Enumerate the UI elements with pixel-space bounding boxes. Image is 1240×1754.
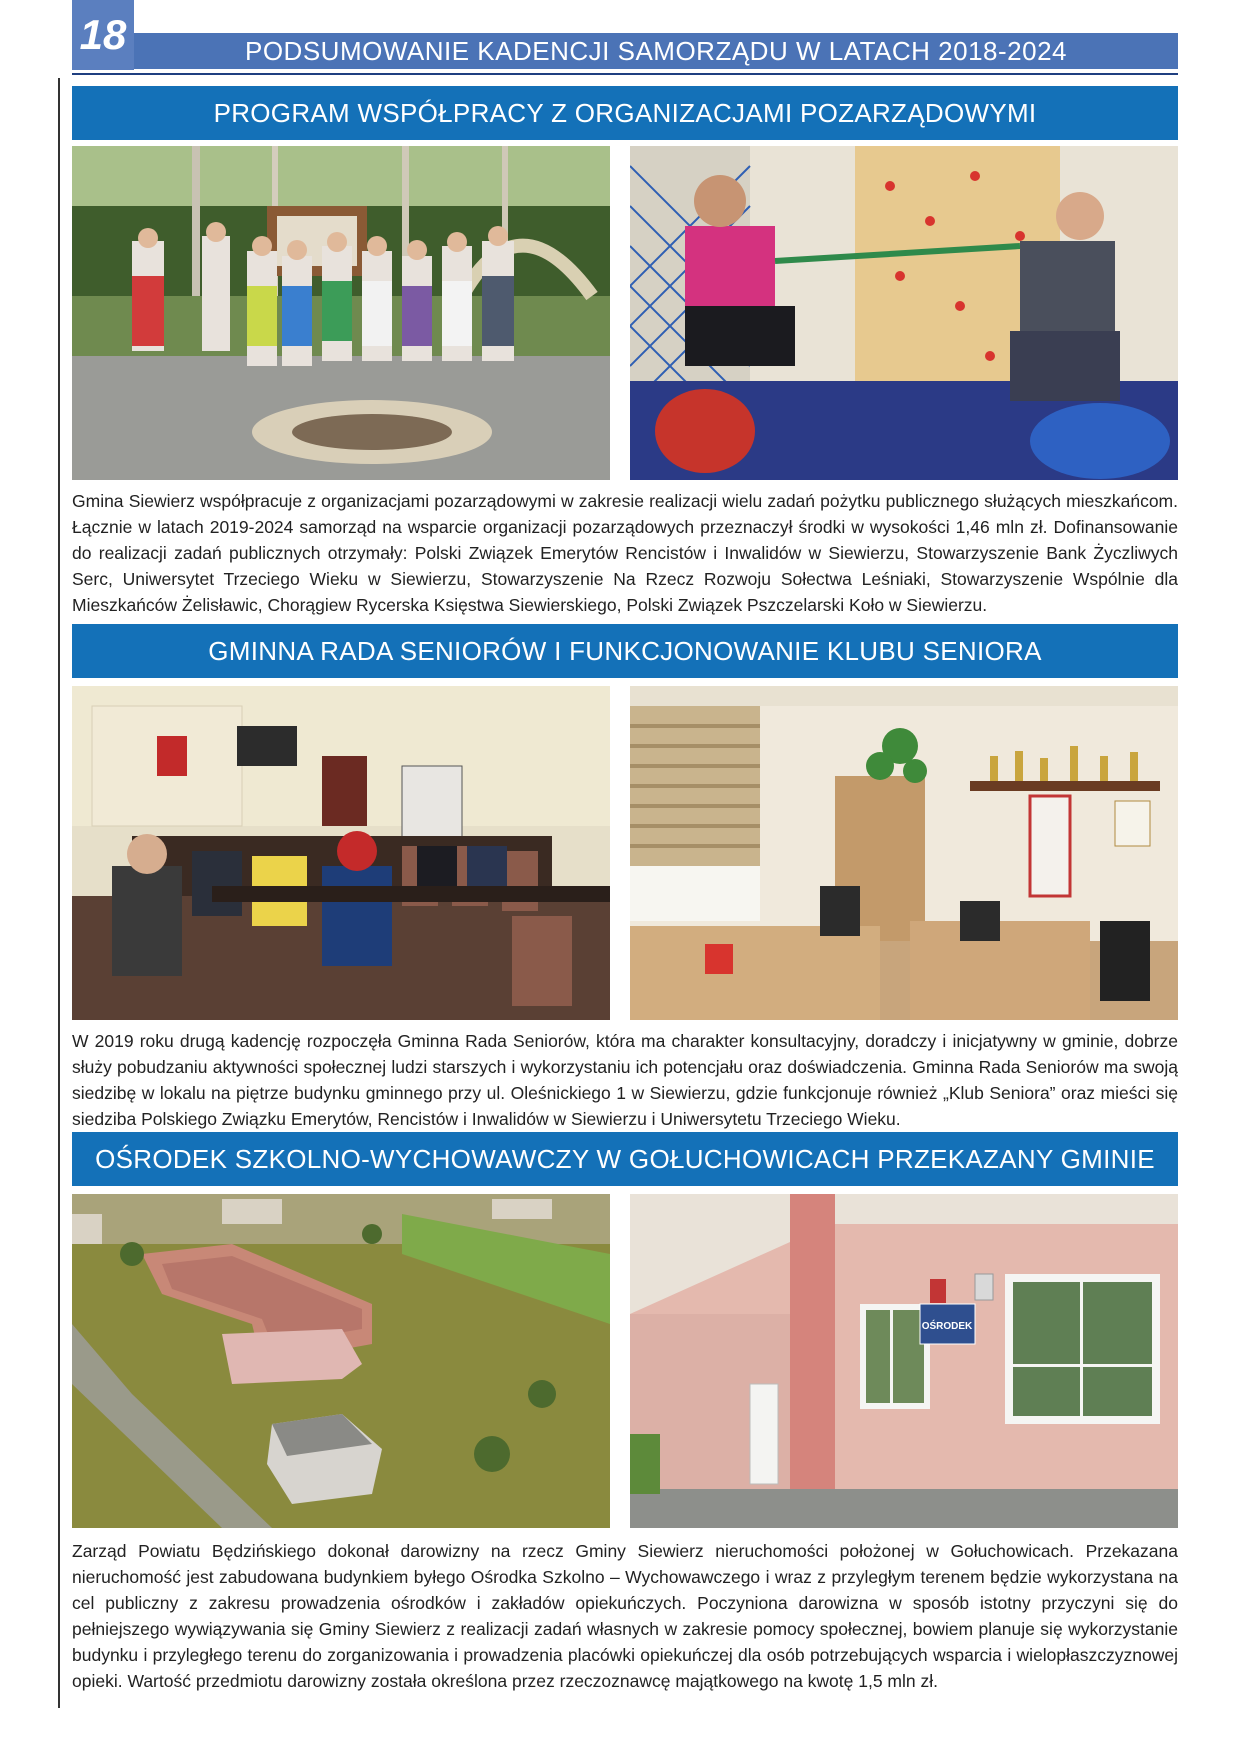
- section-heading-senior-council: GMINNA RADA SENIORÓW I FUNKCJONOWANIE KLUBU SENIORA: [72, 624, 1178, 678]
- photo-seniors-outdoor-bonfire: [72, 146, 610, 480]
- photo-senior-club-room: [630, 686, 1178, 1020]
- photo-senior-exercise-room: [630, 146, 1178, 480]
- page-number: 18: [72, 0, 134, 70]
- section-heading-ngo: PROGRAM WSPÓŁPRACY Z ORGANIZACJAMI POZARZĄDOWYMI: [72, 86, 1178, 140]
- photo-aerial-school-building: [72, 1194, 610, 1528]
- section-body-ngo: Gmina Siewierz współpracuje z organizacjami pozarządowymi w zakresie realizacji wielu zadań pożytku publicznego służących mieszkańcom. Łącznie w latach 2019-2024 samorząd na wsparcie organizacji pozarządowych przeznaczył środki w wysokości 1,46 mln zł. Dofinansowanie do realizacji zadań publicznych otrzymały: Polski Związek Emerytów Rencistów i Inwalidów w Siewierzu, Stowarzyszenie Bank Życzliwych Serc, Uniwersytet Trzeciego Wieku w Siewierzu, Stowarzyszenie Na Rzecz Rozwoju Sołectwa Leśniaki, Stowarzyszenie Wspólnie dla Mieszkańców Żelisławic, Chorągiew Rycerska Księstwa Siewierskiego, Polski Związek Pszczelarski Koło w Siewierzu.: [72, 491, 1178, 615]
- header-divider: [72, 73, 1178, 75]
- page-header-title: PODSUMOWANIE KADENCJI SAMORZĄDU W LATACH 2018-2024: [134, 33, 1178, 69]
- section-heading-school-center: OŚRODEK SZKOLNO-WYCHOWAWCZY W GOŁUCHOWICACH PRZEKAZANY GMINIE: [72, 1132, 1178, 1186]
- photo-senior-council-meeting: [72, 686, 610, 1020]
- section-body-senior-council: W 2019 roku drugą kadencję rozpoczęła Gminna Rada Seniorów, która ma charakter konsultacyjny, doradczy i inicjatywny w gminie, dobrze służy pobudzaniu aktywności społecznej ludzi starszych i wykorzystaniu ich potencjału oraz doświadczenia. Gminna Rada Seniorów ma swoją siedzibę w lokalu na piętrze budynku gminnego przy ul. Oleśnickiego 1 w Siewierzu, gdzie funkcjonuje również „Klub Seniora” oraz mieści się siedziba Polskiego Związku Emerytów, Rencistów i Inwalidów w Siewierzu i Uniwersytetu Trzeciego Wieku.: [72, 1031, 1178, 1129]
- section-body-school-center: Zarząd Powiatu Będzińskiego dokonał darowizny na rzecz Gminy Siewierz nieruchomości położonej w Gołuchowicach. Przekazana nieruchomość jest zabudowana budynkiem byłego Ośrodka Szkolno – Wychowawczego i wraz z przyległym terenem będzie wykorzystana na cel publiczny z zakresu prowadzenia ośrodków i zakładów opiekuńczych. Poczyniona darowizna w sposób istotny przyczyni się do pełniejszego wywiązywania się Gminy Siewierz z realizacji zadań własnych w zakresie pomocy społecznej, bowiem planuje się wykorzystanie budynku i przyległego terenu do zorganizowania i prowadzenia placówki opiekuńczej dla osób potrzebujących wsparcia i wielopłaszczyznowej opieki. Wartość przedmiotu darowizny została określona przez rzeczoznawcę majątkowego na kwotę 1,5 mln zł.: [72, 1541, 1178, 1691]
- school-sign-text: OŚRODEK: [921, 1321, 973, 1332]
- photo-school-entrance: [630, 1194, 1178, 1528]
- left-margin-rule: [58, 78, 60, 1708]
